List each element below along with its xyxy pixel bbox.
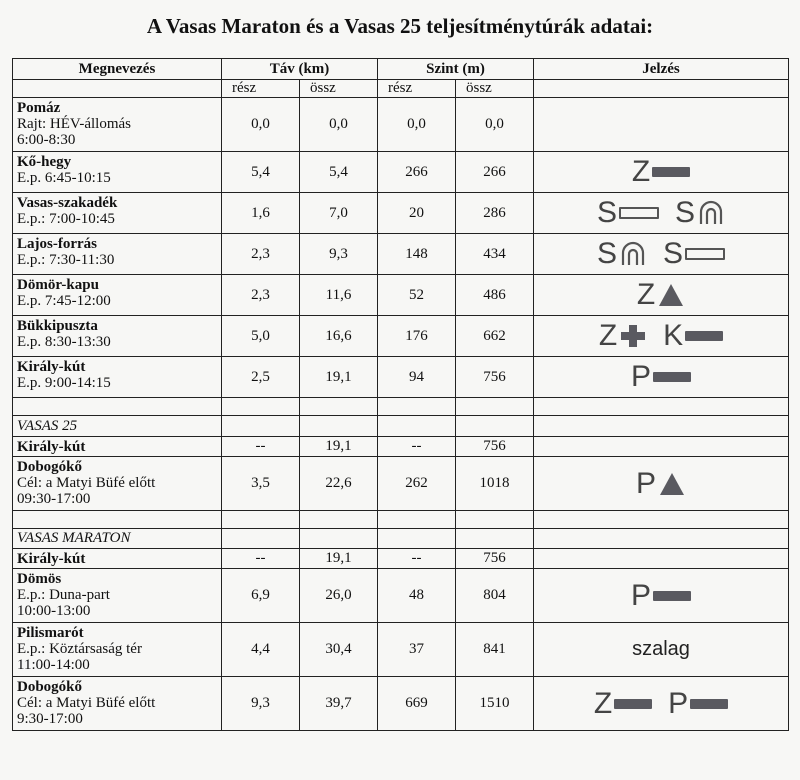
waypoint-detail: E.p. 8:30-13:30 bbox=[17, 334, 111, 350]
distance-total-cell: 0,0 bbox=[300, 98, 378, 152]
subheader-elevation-part: rész bbox=[378, 80, 456, 98]
distance-part-cell: 2,5 bbox=[222, 357, 300, 398]
triangle-marker-icon bbox=[657, 282, 685, 308]
waypoint-cell bbox=[13, 549, 222, 569]
empty-cell bbox=[456, 398, 534, 416]
marking-letter: S bbox=[663, 237, 684, 270]
empty-cell bbox=[378, 416, 456, 437]
waypoint-detail: E.p. 7:45-12:00 bbox=[17, 293, 111, 309]
empty-cell bbox=[222, 398, 300, 416]
empty-cell bbox=[13, 398, 222, 416]
elevation-total-cell: 1510 bbox=[456, 677, 534, 731]
header-name: Megnevezés bbox=[13, 59, 222, 80]
table-row bbox=[13, 623, 789, 677]
waypoint-detail: 9:30-17:00 bbox=[17, 711, 83, 727]
marking-symbol bbox=[632, 157, 690, 187]
empty-cell bbox=[222, 511, 300, 529]
marking-letter: P bbox=[668, 686, 689, 720]
elevation-part-cell: 148 bbox=[378, 234, 456, 275]
distance-part-cell: 4,4 bbox=[222, 623, 300, 677]
distance-total-cell: 19,1 bbox=[300, 357, 378, 398]
elevation-total-cell: 266 bbox=[456, 152, 534, 193]
marking-symbol bbox=[599, 321, 723, 351]
empty-cell bbox=[300, 398, 378, 416]
waypoint-cell bbox=[13, 623, 222, 677]
waypoint-detail: E.p. 6:45-10:15 bbox=[17, 170, 111, 186]
distance-part-cell: 5,4 bbox=[222, 152, 300, 193]
table-row bbox=[13, 357, 789, 398]
waypoint-name: Király-kút bbox=[17, 439, 86, 455]
waypoint-name: Dobogókő bbox=[17, 459, 83, 475]
table-row bbox=[13, 275, 789, 316]
distance-part-cell: 2,3 bbox=[222, 234, 300, 275]
distance-part-cell: 3,5 bbox=[222, 457, 300, 511]
empty-cell bbox=[534, 416, 789, 437]
distance-total-cell: 11,6 bbox=[300, 275, 378, 316]
distance-total-cell: 26,0 bbox=[300, 569, 378, 623]
table-row bbox=[13, 569, 789, 623]
marking-cell bbox=[534, 677, 789, 731]
waypoint-cell bbox=[13, 316, 222, 357]
elevation-total-cell: 1018 bbox=[456, 457, 534, 511]
table-row bbox=[13, 549, 789, 569]
marking-letter: K bbox=[663, 319, 684, 352]
section-label: VASAS 25 bbox=[13, 416, 222, 437]
distance-total-cell: 9,3 bbox=[300, 234, 378, 275]
bar-marker-icon bbox=[685, 331, 723, 341]
marking-cell bbox=[534, 316, 789, 357]
subheader-distance-part: rész bbox=[222, 80, 300, 98]
bar-marker-icon bbox=[690, 699, 728, 709]
waypoint-detail: E.p.: Duna-part bbox=[17, 587, 110, 603]
empty-cell bbox=[456, 529, 534, 549]
waypoint-detail: E.p.: 7:30-11:30 bbox=[17, 252, 115, 268]
waypoint-name: Dömör-kapu bbox=[17, 277, 99, 293]
marking-cell bbox=[534, 193, 789, 234]
elevation-part-cell: 37 bbox=[378, 623, 456, 677]
distance-part-cell: 6,9 bbox=[222, 569, 300, 623]
marking-cell bbox=[534, 275, 789, 316]
marking-symbol bbox=[631, 362, 691, 392]
header-elevation: Szint (m) bbox=[378, 59, 534, 80]
empty-cell bbox=[378, 511, 456, 529]
marking-letter: Z bbox=[593, 686, 613, 720]
marking-symbol bbox=[597, 239, 725, 269]
marking-cell bbox=[534, 98, 789, 152]
waypoint-detail: 6:00-8:30 bbox=[17, 132, 76, 148]
waypoint-detail: E.p. 9:00-14:15 bbox=[17, 375, 111, 391]
bar-marker-icon bbox=[653, 372, 691, 382]
header-distance: Táv (km) bbox=[222, 59, 378, 80]
waypoint-name: Király-kút bbox=[17, 551, 86, 567]
arch-marker-icon bbox=[619, 241, 647, 267]
distance-total-cell: 22,6 bbox=[300, 457, 378, 511]
table-row bbox=[13, 457, 789, 511]
marking-cell bbox=[534, 549, 789, 569]
waypoint-cell bbox=[13, 437, 222, 457]
waypoint-detail: E.p.: Köztársaság tér bbox=[17, 641, 142, 657]
distance-part-cell: 1,6 bbox=[222, 193, 300, 234]
waypoint-name: Vasas-szakadék bbox=[17, 195, 118, 211]
marking-cell bbox=[534, 457, 789, 511]
waypoint-name: Dobogókő bbox=[17, 679, 83, 695]
elevation-part-cell: 669 bbox=[378, 677, 456, 731]
page-title: A Vasas Maraton és a Vasas 25 teljesítménytúrák adatai: bbox=[146, 14, 654, 38]
empty-cell bbox=[456, 511, 534, 529]
distance-part-cell: 5,0 bbox=[222, 316, 300, 357]
waypoint-name: Lajos-forrás bbox=[17, 236, 97, 252]
waypoint-name: Bükkipuszta bbox=[17, 318, 98, 334]
empty-cell bbox=[222, 529, 300, 549]
marking-letter: Z bbox=[636, 278, 656, 311]
waypoint-name: Kő-hegy bbox=[17, 154, 72, 170]
marking-letter: S bbox=[675, 196, 696, 229]
table-body bbox=[13, 98, 789, 731]
bar-marker-icon bbox=[652, 167, 690, 177]
section-label: VASAS MARATON bbox=[13, 529, 222, 549]
elevation-total-cell: 756 bbox=[456, 357, 534, 398]
marking-cell bbox=[534, 437, 789, 457]
waypoint-name: Király-kút bbox=[17, 359, 86, 375]
subheader-distance-total: össz bbox=[300, 80, 378, 98]
waypoint-cell bbox=[13, 193, 222, 234]
waypoint-detail: Rajt: HÉV-állomás bbox=[17, 116, 132, 132]
marking-letter: S bbox=[596, 237, 617, 270]
empty-cell bbox=[13, 511, 222, 529]
distance-total-cell: 30,4 bbox=[300, 623, 378, 677]
bar-marker-icon bbox=[614, 699, 652, 709]
elevation-total-cell: 756 bbox=[456, 437, 534, 457]
distance-total-cell: 16,6 bbox=[300, 316, 378, 357]
waypoint-cell bbox=[13, 457, 222, 511]
elevation-total-cell: 841 bbox=[456, 623, 534, 677]
route-table bbox=[12, 58, 789, 731]
waypoint-cell bbox=[13, 275, 222, 316]
marking-symbol bbox=[593, 686, 728, 720]
subheader-blank bbox=[13, 80, 222, 98]
arch-marker-icon bbox=[697, 200, 725, 226]
waypoint-cell bbox=[13, 569, 222, 623]
waypoint-detail: Cél: a Matyi Büfé előtt bbox=[17, 475, 156, 491]
bar-outline-marker-icon bbox=[685, 248, 725, 260]
empty-cell bbox=[456, 416, 534, 437]
elevation-part-cell: 20 bbox=[378, 193, 456, 234]
elevation-total-cell: 804 bbox=[456, 569, 534, 623]
marking-letter: Z bbox=[598, 319, 618, 352]
elevation-total-cell: 662 bbox=[456, 316, 534, 357]
waypoint-cell bbox=[13, 677, 222, 731]
elevation-total-cell: 434 bbox=[456, 234, 534, 275]
marking-cell bbox=[534, 623, 789, 677]
marking-letter: P bbox=[630, 578, 651, 612]
marking-letter: P bbox=[635, 466, 656, 500]
elevation-part-cell: 262 bbox=[378, 457, 456, 511]
distance-total-cell: 39,7 bbox=[300, 677, 378, 731]
empty-cell bbox=[378, 529, 456, 549]
header-marking: Jelzés bbox=[534, 59, 789, 80]
elevation-part-cell: -- bbox=[378, 549, 456, 569]
subheader-row bbox=[13, 80, 789, 98]
section-row bbox=[13, 529, 789, 549]
table-row bbox=[13, 193, 789, 234]
elevation-total-cell: 0,0 bbox=[456, 98, 534, 152]
spacer-row bbox=[13, 398, 789, 416]
marking-letter: P bbox=[630, 360, 651, 393]
marking-letter: S bbox=[596, 196, 617, 229]
waypoint-name: Dömös bbox=[17, 571, 62, 587]
waypoint-cell bbox=[13, 98, 222, 152]
distance-part-cell: -- bbox=[222, 549, 300, 569]
waypoint-detail: 09:30-17:00 bbox=[17, 491, 91, 507]
subheader-blank bbox=[534, 80, 789, 98]
elevation-part-cell: 94 bbox=[378, 357, 456, 398]
marking-symbol bbox=[637, 280, 685, 310]
table-row bbox=[13, 437, 789, 457]
table-row bbox=[13, 234, 789, 275]
table-row bbox=[13, 316, 789, 357]
marking-cell bbox=[534, 234, 789, 275]
bar-outline-marker-icon bbox=[619, 207, 659, 219]
marking-symbol bbox=[597, 198, 725, 228]
distance-total-cell: 19,1 bbox=[300, 437, 378, 457]
elevation-part-cell: 52 bbox=[378, 275, 456, 316]
elevation-part-cell: 266 bbox=[378, 152, 456, 193]
elevation-part-cell: -- bbox=[378, 437, 456, 457]
waypoint-detail: 11:00-14:00 bbox=[17, 657, 90, 673]
empty-cell bbox=[222, 416, 300, 437]
elevation-part-cell: 48 bbox=[378, 569, 456, 623]
waypoint-cell bbox=[13, 234, 222, 275]
elevation-total-cell: 286 bbox=[456, 193, 534, 234]
waypoint-detail: E.p.: 7:00-10:45 bbox=[17, 211, 115, 227]
section-row bbox=[13, 416, 789, 437]
marking-symbol bbox=[635, 466, 686, 500]
bar-marker-icon bbox=[653, 591, 691, 601]
distance-part-cell: -- bbox=[222, 437, 300, 457]
marking-symbol bbox=[630, 578, 691, 612]
distance-total-cell: 19,1 bbox=[300, 549, 378, 569]
header-row bbox=[13, 59, 789, 80]
elevation-part-cell: 0,0 bbox=[378, 98, 456, 152]
empty-cell bbox=[534, 529, 789, 549]
table-row bbox=[13, 677, 789, 731]
empty-cell bbox=[300, 416, 378, 437]
table-row bbox=[13, 152, 789, 193]
waypoint-cell bbox=[13, 357, 222, 398]
elevation-part-cell: 176 bbox=[378, 316, 456, 357]
marking-cell bbox=[534, 152, 789, 193]
marking-cell bbox=[534, 569, 789, 623]
waypoint-cell bbox=[13, 152, 222, 193]
spacer-row bbox=[13, 511, 789, 529]
cross-marker-icon bbox=[619, 323, 647, 349]
elevation-total-cell: 486 bbox=[456, 275, 534, 316]
waypoint-detail: Cél: a Matyi Büfé előtt bbox=[17, 695, 156, 711]
marking-letter: Z bbox=[631, 155, 651, 188]
distance-part-cell: 2,3 bbox=[222, 275, 300, 316]
table-row bbox=[13, 98, 789, 152]
waypoint-detail: 10:00-13:00 bbox=[17, 603, 91, 619]
distance-total-cell: 5,4 bbox=[300, 152, 378, 193]
elevation-total-cell: 756 bbox=[456, 549, 534, 569]
empty-cell bbox=[300, 511, 378, 529]
distance-part-cell: 9,3 bbox=[222, 677, 300, 731]
empty-cell bbox=[534, 398, 789, 416]
subheader-elevation-total: össz bbox=[456, 80, 534, 98]
triangle-marker-icon bbox=[658, 471, 686, 497]
distance-part-cell: 0,0 bbox=[222, 98, 300, 152]
marking-text: szalag bbox=[632, 638, 690, 660]
waypoint-name: Pomáz bbox=[17, 100, 61, 116]
distance-total-cell: 7,0 bbox=[300, 193, 378, 234]
empty-cell bbox=[378, 398, 456, 416]
marking-cell bbox=[534, 357, 789, 398]
waypoint-name: Pilismarót bbox=[17, 625, 84, 641]
empty-cell bbox=[534, 511, 789, 529]
empty-cell bbox=[300, 529, 378, 549]
